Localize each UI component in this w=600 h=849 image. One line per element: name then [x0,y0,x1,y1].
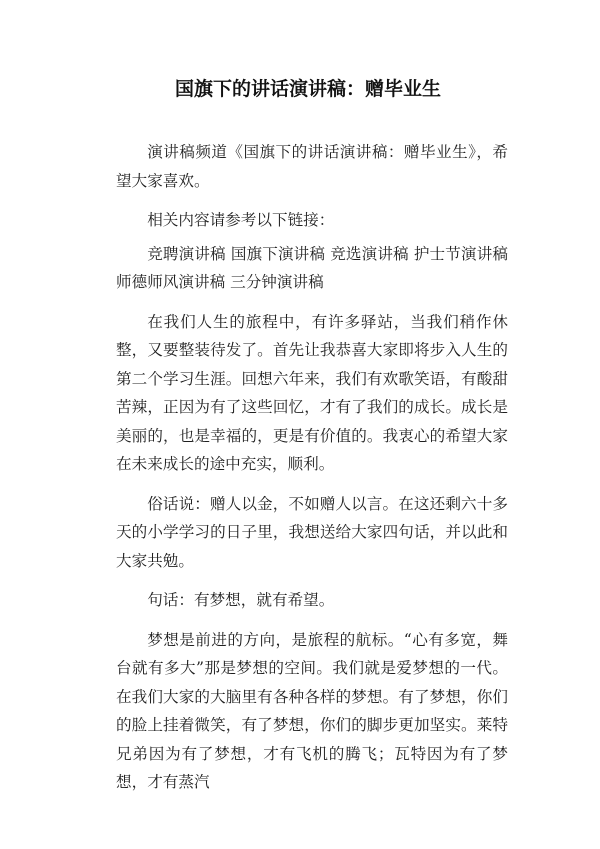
related-links-heading: 相关内容请参考以下链接： [147,211,335,229]
related-links-list: 竞聘演讲稿 国旗下演讲稿 竞选演讲稿 护士节演讲稿 师德师风演讲稿 三分钟演讲稿 [116,244,508,291]
body-paragraph-first-saying: 句话：有梦想，就有希望。 [147,591,335,609]
body-paragraph-dreams: 梦想是前进的方向，是旅程的航标。“心有多宽，舞台就有多大”那是梦想的空间。我们就是爱梦想的一代。在我们大家的大脑里有各种各样的梦想。有了梦想，你们的脸上挂着微笑，有了梦想，你们的脚步更加坚实。莱特兄弟因为有了梦想，才有飞机的腾飞；瓦特因为有了梦想，才有蒸汽 [116,630,508,791]
intro-paragraph: 演讲稿频道《国旗下的讲话演讲稿：赠毕业生》，希望大家喜欢。 [116,143,508,190]
document-title: 国旗下的讲话演讲稿：赠毕业生 [174,78,441,100]
body-paragraph-journey: 在我们人生的旅程中，有许多驿站，当我们稍作休整，又要整装待发了。首先让我恭喜大家即将步入人生的第二个学习生涯。回想六年来，我们有欢歌笑语，有酸甜苦辣，正因为有了这些回忆，才有了我们的成长。成长是美丽的，也是幸福的，更是有价值的。我衷心的希望大家在未来成长的途中充实，顺利。 [116,312,508,473]
body-paragraph-proverb: 俗话说：赠人以金，不如赠人以言。在这还剩六十多天的小学学习的日子里，我想送给大家四句话，并以此和大家共勉。 [116,494,508,570]
